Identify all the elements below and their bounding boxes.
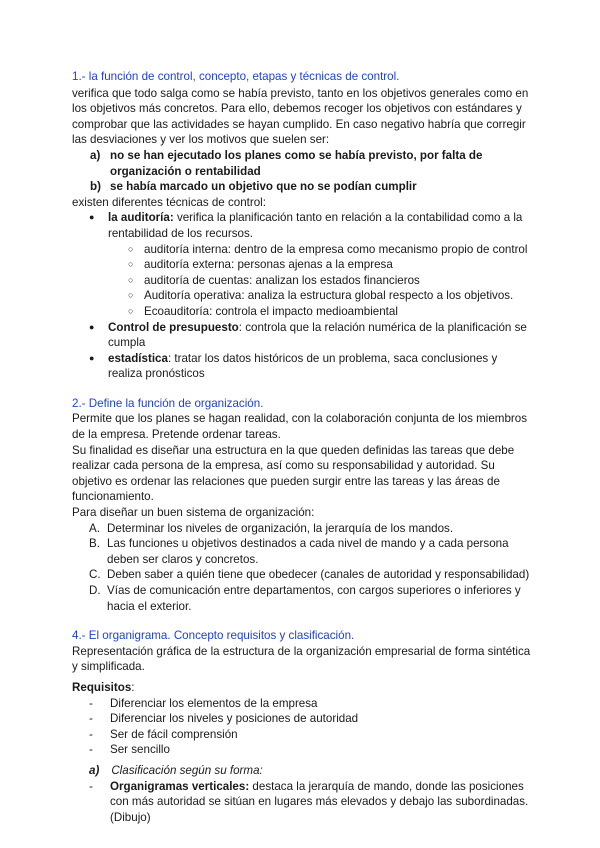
technique-desc: : controla que la relación numérica de la planificación se cumpla	[108, 320, 527, 350]
technique-term: Control de presupuesto	[108, 320, 239, 334]
techniques-intro: existen diferentes técnicas de control:	[72, 195, 266, 209]
reason-text: no se han ejecutado los planes como se había previsto, por falta de organización o rentabilidad	[110, 148, 483, 178]
organization-item	[72, 536, 532, 567]
organization-item-text: Determinar los niveles de organización, la jerarquía de los mandos.	[107, 521, 454, 535]
audit-subitem	[72, 304, 532, 320]
vertical-organigram-item	[72, 779, 532, 826]
list-marker: B.	[89, 537, 100, 551]
reason-text: se había marcado un objetivo que no se podían cumplir	[110, 180, 417, 194]
list-marker: b)	[90, 180, 101, 194]
dash-marker: -	[89, 712, 93, 726]
bullet-icon	[89, 210, 108, 241]
classification-text: Clasificación según su forma:	[111, 763, 263, 777]
audit-subitem-text: auditoría interna: dentro de la empresa como mecanismo propio de control	[144, 242, 528, 256]
technique-item-budget	[72, 320, 532, 351]
audit-subitem-text: Ecoauditoría: controla el impacto medioambiental	[144, 304, 398, 318]
reason-item	[72, 179, 532, 195]
technique-item-audit	[72, 210, 532, 241]
requirement-text: Diferenciar los elementos de la empresa	[110, 696, 318, 710]
circle-bullet-icon	[128, 242, 144, 258]
audit-subitem	[72, 273, 532, 289]
list-marker: D.	[89, 584, 101, 597]
classification-label	[89, 763, 532, 779]
technique-item-stats	[72, 351, 532, 382]
vertical-organigram-text	[110, 779, 532, 826]
organization-item	[72, 567, 532, 583]
dash-marker: -	[89, 696, 93, 710]
classification-marker: a)	[89, 763, 100, 777]
list-marker: a)	[90, 148, 101, 162]
circle-bullet-icon	[128, 257, 144, 273]
circle-bullet-icon	[128, 304, 144, 320]
section-2-paragraph: Su finalidad es diseñar una estructura en la que queden definidas las tareas que debe realizar cada persona de la empresa, así como su responsabilidad y autoridad. Su objetivo es ordenar las relaciones que pueden surgir entre las tareas y las áreas de funcionamiento.	[72, 443, 515, 504]
vertical-term: Organigramas verticales:	[110, 779, 250, 793]
section-4-heading: 4.- El organigrama. Concepto requisitos y clasificación.	[72, 629, 355, 643]
technique-term: la auditoría:	[108, 211, 174, 225]
circle-bullet-icon	[128, 273, 144, 289]
requirement-item	[72, 696, 532, 712]
requirement-item	[72, 742, 532, 758]
document-page	[72, 69, 532, 825]
vertical-desc: destaca la jerarquía de mando, donde las posiciones con más autoridad se sitúan en lugares más elevados y debajo las subordinadas. (Dibujo)	[110, 779, 529, 824]
audit-subitem	[72, 257, 532, 273]
audit-subitem-text: Auditoría operativa: analiza la estructura global respecto a los objetivos.	[144, 289, 514, 303]
organization-item-text: Las funciones u objetivos destinados a cada nivel de mando y a cada persona deben ser claros y concretos.	[107, 537, 509, 566]
organigram-definition: Representación gráfica de la estructura de la organización empresarial de forma sintética y simplificada.	[72, 644, 531, 674]
requirements-colon: :	[131, 680, 135, 694]
reason-item	[72, 148, 532, 179]
circle-bullet-icon	[128, 288, 144, 304]
organization-item-text: Vías de comunicación entre departamentos, con cargos superiores o inferiores y hacia el exterior.	[107, 584, 521, 613]
requirement-item	[72, 711, 532, 727]
organization-item-text: Deben saber a quién tiene que obedecer (canales de autoridad y responsabilidad)	[107, 568, 530, 582]
audit-subitem-text: auditoría externa: personas ajenas a la empresa	[144, 258, 393, 272]
requirement-text: Ser de fácil comprensión	[110, 727, 238, 741]
bullet-icon	[89, 320, 108, 351]
list-marker: C.	[89, 568, 101, 582]
requirement-text: Ser sencillo	[110, 743, 170, 757]
audit-subitem-text: auditoría de cuentas: analizan los estados financieros	[144, 273, 420, 287]
requirements-label	[72, 680, 532, 696]
organization-item	[72, 583, 532, 614]
list-marker: A.	[89, 521, 100, 535]
dash-marker: -	[89, 743, 93, 757]
organization-item	[72, 521, 532, 537]
dash-marker: -	[89, 779, 93, 793]
technique-text	[108, 320, 532, 351]
technique-term: estadística	[108, 351, 168, 365]
requirement-item	[72, 727, 532, 743]
technique-text	[108, 351, 532, 382]
technique-text	[108, 210, 532, 241]
section-2-heading: 2.- Define la función de organización.	[72, 396, 264, 410]
dash-marker: -	[89, 727, 93, 741]
section-2-paragraph: Permite que los planes se hagan realidad, con la colaboración conjunta de los miembros de la empresa. Pretende ordenar tareas.	[72, 412, 528, 442]
audit-subitem	[72, 242, 532, 258]
bullet-icon	[89, 351, 108, 382]
audit-subitem	[72, 288, 532, 304]
section-1-heading: 1.- la función de control, concepto, etapas y técnicas de control.	[72, 70, 400, 83]
section-2-paragraph: Para diseñar un buen sistema de organización:	[72, 506, 315, 520]
requirement-text: Diferenciar los niveles y posiciones de autoridad	[110, 712, 359, 726]
requirements-label-text: Requisitos	[72, 680, 132, 694]
technique-desc: verifica la planificación tanto en relación a la contabilidad como a la rentabilidad de los recursos.	[108, 211, 523, 240]
section-1-intro: verifica que todo salga como se había previsto, tanto en los objetivos generales como en los objetivos más concretos. Para ello, debemos recoger los objetivos con estándares y comprobar que las actividades se hayan cumplido. En caso negativo habría que corregir las desviaciones y ver los motivos que suelen ser:	[72, 86, 529, 147]
technique-desc: : tratar los datos históricos de un problema, saca conclusiones y realiza pronósticos	[108, 351, 498, 381]
